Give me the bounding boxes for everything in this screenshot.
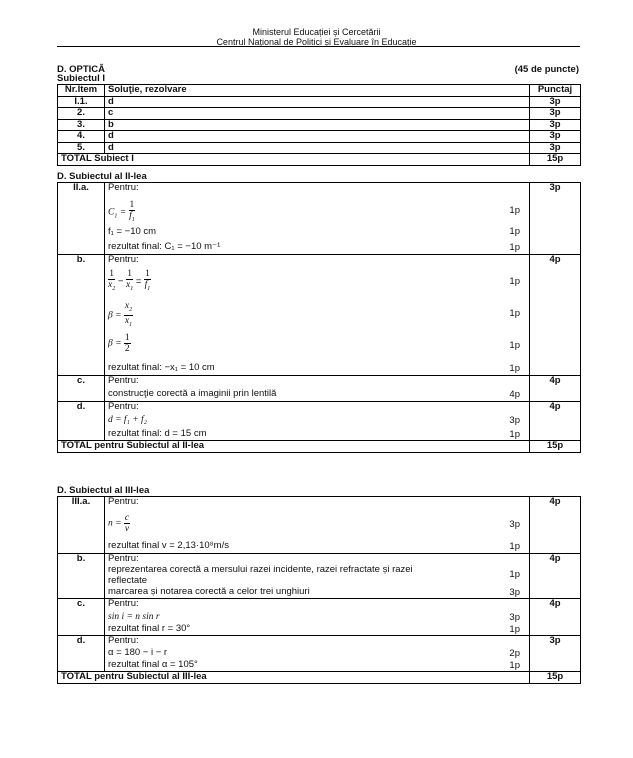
subject-1-title: Subiectul I	[57, 73, 106, 84]
col-points: Punctaj	[530, 85, 581, 97]
subject-1-table	[57, 84, 581, 166]
line-points: 1p	[509, 569, 520, 580]
solution-line: reprezentarea corectă a mersului razei incidente, razei refractate și razei reflectate 1p	[108, 564, 520, 586]
item-points: 3p	[530, 183, 581, 255]
formula-line: $C_1$ = $\frac{1}{f_1}$ 1p	[108, 199, 520, 223]
solution	[105, 254, 530, 376]
col-solution: Soluţie, rezolvare	[105, 85, 530, 97]
solution	[105, 599, 530, 636]
formula-line: d = f₁ + f₂ 3p	[108, 415, 520, 426]
formula-line: sin i = n sin r 3p	[108, 611, 520, 623]
answer: b	[105, 119, 530, 131]
item-points: 4p	[530, 599, 581, 636]
formula-line: β = $\frac{1}{2}$ 1p	[108, 333, 520, 354]
item-number: 5.	[58, 142, 105, 154]
solution-line: marcarea și notarea corectă a celor trei unghiuri 3p	[108, 586, 520, 598]
item-points: 4p	[530, 497, 581, 554]
result-line: rezultat final r = 30° 1p	[108, 622, 520, 635]
item-number: b.	[58, 254, 105, 376]
table-row	[58, 119, 581, 131]
line-points: 1p	[509, 429, 520, 440]
item-points: 3p	[530, 142, 581, 154]
item-number: 4.	[58, 131, 105, 143]
subject-3-table	[57, 496, 581, 684]
total-row	[58, 441, 581, 453]
item-points: 4p	[530, 401, 581, 441]
line-points: 1p	[509, 340, 520, 351]
subject-2-table	[57, 182, 581, 453]
item-row-c	[58, 376, 581, 402]
result-line: rezultat final α = 105° 1p	[108, 659, 520, 671]
solution	[105, 376, 530, 402]
pentru-label: Pentru:	[108, 182, 139, 193]
solution	[105, 401, 530, 441]
answer: d	[105, 142, 530, 154]
line-points: 3p	[509, 587, 520, 598]
line-points: 1p	[509, 241, 520, 253]
subject-3-title: D. Subiectul al III-lea	[57, 485, 150, 496]
total-row	[58, 154, 581, 166]
ministry-name: Ministerul Educației și Cercetării	[252, 27, 381, 37]
item-points: 4p	[530, 553, 581, 599]
solution	[105, 553, 530, 599]
total-points: 15p	[530, 441, 581, 453]
pentru-label: Pentru:	[108, 598, 139, 609]
line-points: 3p	[509, 415, 520, 426]
result-line: rezultat final v = 2,13·10⁸m/s 1p	[108, 539, 520, 552]
line-points: 1p	[509, 363, 520, 374]
table-row	[58, 96, 581, 108]
line-points: 1p	[509, 225, 520, 237]
pentru-label: Pentru:	[108, 375, 139, 386]
subject-2-title: D. Subiectul al II-lea	[57, 171, 147, 182]
pentru-label: Pentru:	[108, 400, 139, 412]
col-item: Nr.Item	[58, 85, 105, 97]
result-line: rezultat final: d = 15 cm 1p	[108, 428, 520, 440]
section-title: D. OPTICĂ	[57, 64, 106, 75]
line-points: 1p	[509, 660, 520, 671]
item-points: 3p	[530, 96, 581, 108]
item-row-d	[58, 401, 581, 441]
answer: d	[105, 96, 530, 108]
answer: c	[105, 108, 530, 120]
item-number: d.	[58, 635, 105, 672]
table-header	[58, 85, 581, 97]
table-row	[58, 142, 581, 154]
total-label: TOTAL Subiect I	[58, 154, 530, 166]
pentru-label: Pentru:	[108, 496, 139, 507]
item-number: II.a.	[58, 183, 105, 255]
item-points: 3p	[530, 131, 581, 143]
item-number: I.1.	[58, 96, 105, 108]
total-points: 15p	[530, 154, 581, 166]
line-points: 1p	[509, 540, 520, 552]
total-label: TOTAL pentru Subiectul al II-lea	[58, 441, 530, 453]
pentru-label: Pentru:	[108, 552, 139, 564]
item-points: 3p	[530, 108, 581, 120]
solution	[105, 635, 530, 672]
section-points: (45 de puncte)	[514, 64, 579, 75]
item-row-d	[58, 635, 581, 672]
total-points: 15p	[530, 672, 581, 684]
item-number: c.	[58, 599, 105, 636]
solution-line: construcţie corectă a imaginii prin lentilă 4p	[108, 387, 520, 400]
result-line: rezultat final: C₁ = −10 m⁻¹ 1p	[108, 240, 520, 253]
formula-line: $\frac{1}{x_2}$ − $\frac{1}{x_1}$ = $\frac{1}{f_1}$ 1p	[108, 269, 520, 292]
item-row-b	[58, 553, 581, 599]
item-points: 4p	[530, 376, 581, 402]
item-number: 2.	[58, 108, 105, 120]
item-row-a	[58, 183, 581, 255]
pentru-label: Pentru:	[108, 634, 139, 646]
header-rule	[57, 46, 580, 47]
table-row	[58, 131, 581, 143]
item-row-a	[58, 497, 581, 554]
solution	[105, 497, 530, 554]
line-points: 1p	[509, 623, 520, 635]
item-points: 3p	[530, 119, 581, 131]
table-row	[58, 108, 581, 120]
line-points: 1p	[509, 308, 520, 319]
answer: d	[105, 131, 530, 143]
item-points: 3p	[530, 635, 581, 672]
line-points: 1p	[509, 276, 520, 287]
solution	[105, 183, 530, 255]
item-number: b.	[58, 553, 105, 599]
item-row-c	[58, 599, 581, 636]
item-number: c.	[58, 376, 105, 402]
item-row-b	[58, 254, 581, 376]
pentru-label: Pentru:	[108, 253, 139, 265]
line-points: 3p	[509, 518, 520, 530]
formula-line: n = $\frac{c}{v}$ 3p	[108, 512, 520, 534]
formula-line: f₁ = −10 cm 1p	[108, 225, 520, 237]
item-number: d.	[58, 401, 105, 441]
line-points: 3p	[509, 611, 520, 623]
formula-line: α = 180 − i − r 2p	[108, 647, 520, 659]
total-row	[58, 672, 581, 684]
result-line: rezultat final: −x₁ = 10 cm 1p	[108, 362, 520, 374]
line-points: 4p	[509, 388, 520, 400]
item-number: III.a.	[58, 497, 105, 554]
item-number: 3.	[58, 119, 105, 131]
center-name: Centrul Național de Politici și Evaluare în Educație	[216, 37, 417, 47]
item-points: 4p	[530, 254, 581, 376]
line-points: 2p	[509, 648, 520, 659]
line-points: 1p	[509, 204, 520, 216]
total-label: TOTAL pentru Subiectul al III-lea	[58, 672, 530, 684]
formula-line: β = $\frac{x_2}{x_1}$ 1p	[108, 301, 520, 328]
